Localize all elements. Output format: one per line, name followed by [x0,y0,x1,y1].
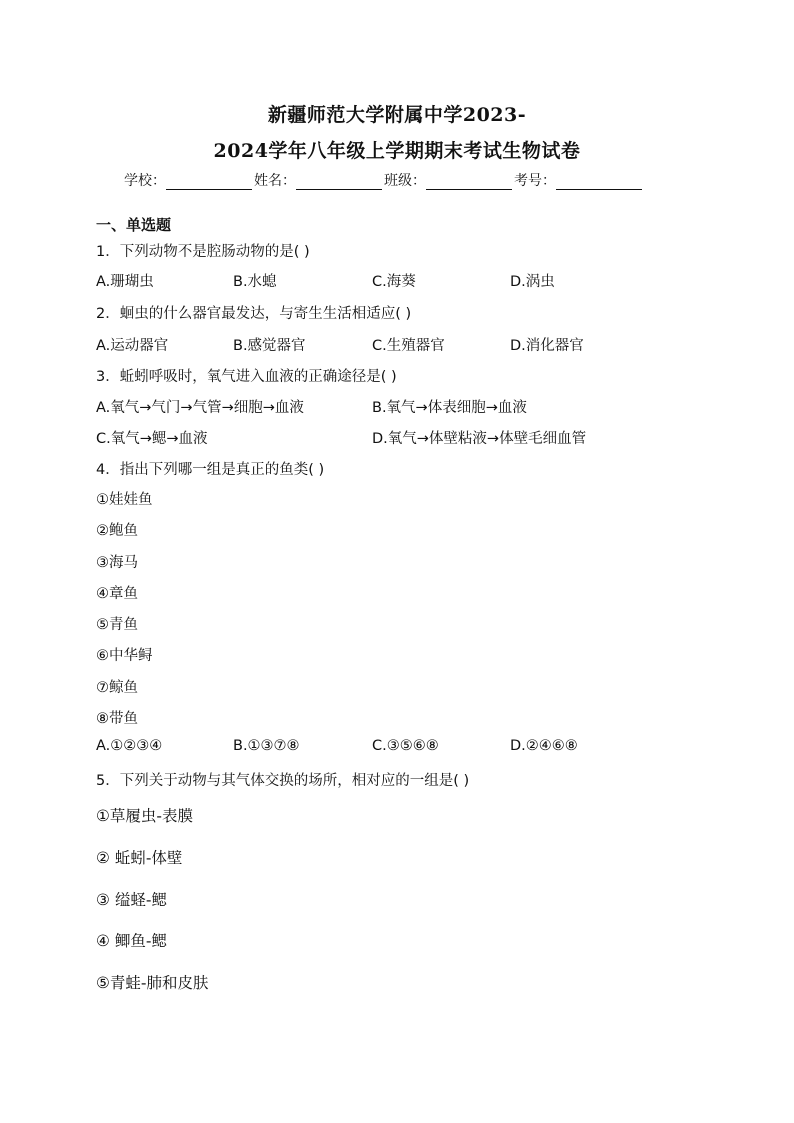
title-line-1: 新疆师范大学附属中学2023- [267,104,527,126]
question-1-option-a: A.珊瑚虫 [96,274,154,290]
question-2-option-b: B.感觉器官 [233,338,306,354]
question-4-option-c: C.③⑤⑥⑧ [372,738,439,754]
name-blank[interactable] [296,175,382,190]
question-2-option-a: A.运动器官 [96,338,169,354]
question-1-option-c: C.海葵 [372,274,416,290]
class-blank[interactable] [426,175,512,190]
class-label: 班级： [384,173,426,189]
number-blank[interactable] [556,175,642,190]
question-4-item: ⑦鲸鱼 [96,680,138,696]
question-1-stem: 1．下列动物不是腔肠动物的是( ) [96,244,310,260]
question-5-item: ② 蚯蚓-体壁 [96,849,183,867]
question-4-item: ①娃娃鱼 [96,492,153,508]
question-4-stem: 4．指出下列哪一组是真正的鱼类( ) [96,462,325,478]
question-5-item: ③ 缢蛏-鳃 [96,891,167,909]
question-4-option-a: A.①②③④ [96,738,163,754]
school-label: 学校： [124,173,166,189]
question-5-item: ①草履虫-表膜 [96,807,193,825]
name-label: 姓名： [254,173,296,189]
section-heading: 一、单选题 [96,216,172,234]
question-3-option-b: B.氧气→体表细胞→血液 [372,400,527,416]
school-blank[interactable] [166,175,252,190]
question-3-option-a: A.氧气→气门→气管→细胞→血液 [96,400,304,416]
student-info-row [124,170,644,190]
question-3-stem: 3．蚯蚓呼吸时，氧气进入血液的正确途径是( ) [96,369,397,385]
question-3-option-c: C.氧气→鳃→血液 [96,431,208,447]
question-4-item: ②鲍鱼 [96,523,138,539]
question-5-item: ④ 鲫鱼-鳃 [96,932,167,950]
question-4-item: ⑤青鱼 [96,617,138,633]
question-4-item: ④章鱼 [96,586,138,602]
question-4-item: ③海马 [96,555,138,571]
title-line-2: 2024学年八年级上学期期末考试生物试卷 [213,140,581,162]
question-2-option-d: D.消化器官 [510,338,584,354]
question-5-item: ⑤青蛙-肺和皮肤 [96,974,209,992]
question-1-option-b: B.水螅 [233,274,277,290]
number-label: 考号： [514,173,556,189]
question-4-item: ⑥中华鲟 [96,648,153,664]
question-3-option-d: D.氧气→体壁粘液→体壁毛细血管 [372,431,587,447]
question-2-stem: 2．蛔虫的什么器官最发达，与寄生生活相适应( ) [96,306,412,322]
question-4-option-b: B.①③⑦⑧ [233,738,300,754]
question-1-option-d: D.涡虫 [510,274,555,290]
question-5-stem: 5．下列关于动物与其气体交换的场所，相对应的一组是( ) [96,773,470,789]
question-2-option-c: C.生殖器官 [372,338,445,354]
question-4-item: ⑧带鱼 [96,711,138,727]
question-4-option-d: D.②④⑥⑧ [510,738,578,754]
